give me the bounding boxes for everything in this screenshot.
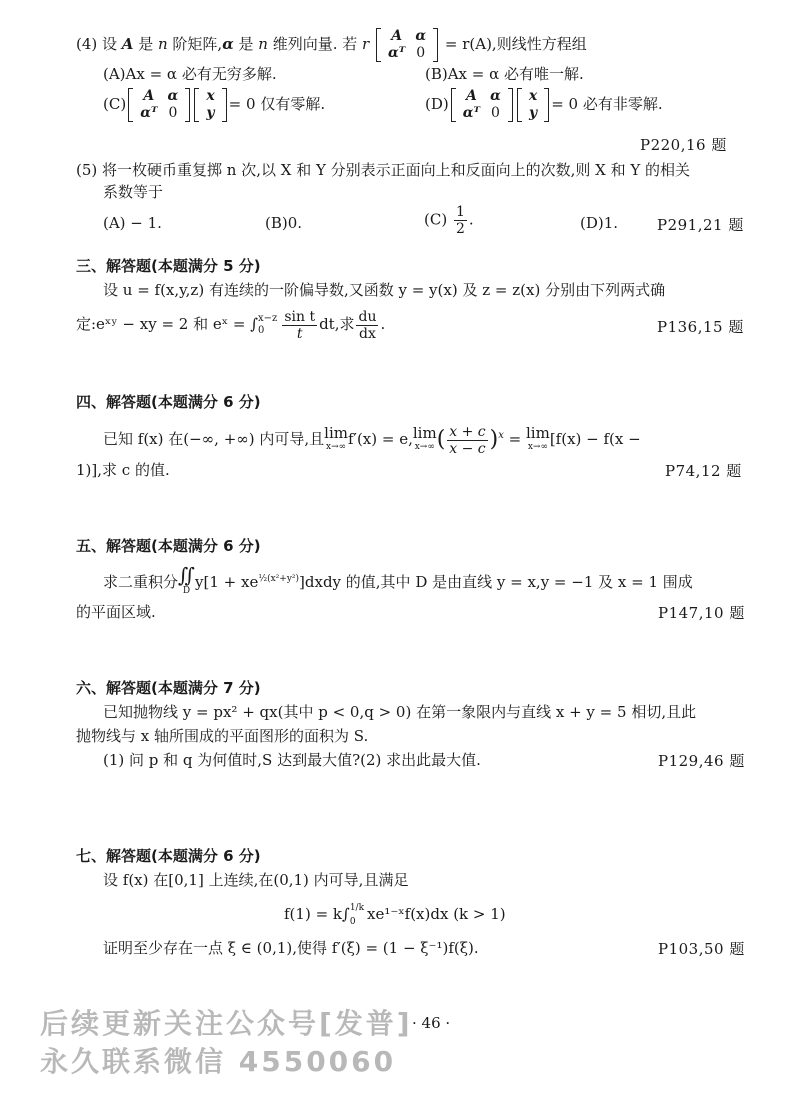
section-6-heading: 六、解答题(本题满分 7 分)	[76, 679, 261, 697]
q4-reference: P220,16 题	[640, 136, 727, 154]
matrix-cell: α	[415, 28, 427, 44]
section-5-line1	[103, 562, 693, 599]
section-4-reference: P74,12 题	[665, 462, 742, 480]
option-text: = 0 必有非零解.	[551, 95, 663, 113]
page-number: · 46 ·	[412, 1014, 451, 1032]
q4-stem-text: 是	[233, 35, 259, 53]
fraction-denominator: 2	[455, 221, 465, 237]
q4-stem-text: (4) 设	[76, 35, 122, 53]
q5-line1: (5) 将一枚硬币重复掷 n 次,以 X 和 Y 分别表示正面向上和反面向上的次数,则 X 和 Y 的相关	[76, 161, 691, 179]
section-6-reference: P129,46 题	[658, 752, 745, 770]
q5-option-b: (B)0.	[265, 214, 303, 232]
section-6-line2: 抛物线与 x 轴所围成的平面图形的面积为 S.	[76, 727, 369, 745]
q4-stem-text: α	[222, 35, 234, 53]
matrix-cell: A	[143, 88, 155, 104]
vector-cell: y	[206, 105, 215, 121]
equation-text: xe¹⁻ˣf(x)dx (k > 1)	[367, 905, 506, 923]
matrix-cell: α	[490, 88, 501, 104]
section-3-line2	[76, 306, 385, 342]
integral-limits	[258, 313, 277, 337]
matrix-cell: αᵀ	[388, 45, 406, 61]
q4-stem-text: 是	[133, 35, 158, 53]
block-matrix	[451, 88, 513, 122]
q5-option-a: (A) − 1.	[103, 214, 162, 232]
q4-stem-text: r	[362, 35, 370, 53]
section-3-heading: 三、解答题(本题满分 5 分)	[76, 257, 261, 275]
q5-option-c	[424, 204, 474, 237]
section-4-heading: 四、解答题(本题满分 6 分)	[76, 393, 261, 411]
limit	[526, 426, 550, 454]
exponent: ½(x²+y²)	[258, 574, 300, 584]
option-label: (D)	[425, 95, 449, 113]
vector-cell: y	[528, 105, 538, 121]
equation-text: 已知 f(x) 在(−∞, +∞) 内可导,且	[103, 430, 325, 448]
matrix-cell: 0	[491, 105, 500, 121]
fraction-numerator: du	[358, 308, 377, 325]
double-integral	[178, 563, 196, 599]
limit-operator: lim	[324, 424, 348, 442]
block-matrix	[128, 88, 190, 122]
limit-subscript: x→∞	[527, 442, 548, 452]
matrix-cell: α	[167, 88, 179, 104]
q4-option-b: (B)Ax = α 必有唯一解.	[425, 65, 584, 83]
integral-limits	[350, 901, 364, 929]
equation-text: y[1 + xe	[195, 573, 259, 591]
limit-subscript: x→∞	[414, 442, 435, 452]
integral-lower-limit: 0	[349, 917, 356, 927]
column-vector	[194, 88, 226, 122]
watermark-line2: 永久联系微信 4550060	[40, 1045, 397, 1078]
matrix-cell: A	[465, 88, 477, 104]
section-7-reference: P103,50 题	[658, 940, 745, 958]
block-matrix	[376, 28, 438, 62]
q4-stem-text: A	[121, 35, 134, 53]
section-7-line1: 设 f(x) 在[0,1] 上连续,在(0,1) 内可导,且满足	[103, 871, 409, 889]
section-5-line2: 的平面区域.	[76, 603, 156, 621]
matrix-cell: αᵀ	[462, 105, 481, 121]
section-7-equation	[284, 894, 506, 934]
fraction	[454, 204, 467, 237]
q4-stem-text: n	[258, 35, 268, 53]
equation-text: .	[380, 315, 386, 333]
integral-domain: D	[182, 586, 191, 596]
option-text: .	[468, 210, 474, 229]
option-text: = 0 仅有零解.	[228, 95, 326, 113]
paren-open: (	[436, 427, 446, 452]
fraction-denominator: dx	[359, 325, 376, 342]
equation-text: [f(x) − f(x −	[549, 430, 641, 448]
limit-subscript: x→∞	[326, 442, 347, 452]
q4-stem-text: 维列向量. 若	[267, 35, 363, 53]
vector-cell: x	[206, 88, 215, 104]
equation-text: f′(x) = e,	[347, 430, 413, 448]
section-4-line1	[103, 418, 641, 458]
q4-option-c	[103, 84, 325, 124]
q4-stem	[76, 24, 587, 64]
section-6-line1: 已知抛物线 y = px² + qx(其中 p < 0,q > 0) 在第一象限内与直线 x + y = 5 相切,且此	[103, 703, 697, 721]
exponent: x	[498, 430, 504, 441]
integral-upper-limit: 1/k	[349, 903, 365, 913]
option-label: (C)	[103, 95, 127, 113]
matrix-cell: 0	[168, 105, 178, 121]
q4-stem-text: n	[157, 35, 168, 53]
column-vector	[517, 88, 549, 122]
section-6-line3: (1) 问 p 和 q 为何值时,S 达到最大值?(2) 求出此最大值.	[103, 751, 481, 769]
fraction	[282, 309, 317, 342]
fraction-denominator: t	[296, 325, 303, 342]
q5-line2: 系数等于	[103, 183, 164, 201]
section-3-line1: 设 u = f(x,y,z) 有连续的一阶偏导数,又函数 y = y(x) 及 z = z(x) 分别由下列两式确	[103, 281, 666, 299]
fraction-numerator: sin t	[284, 308, 316, 325]
vector-cell: x	[528, 88, 538, 104]
option-label: (C)	[424, 210, 452, 229]
equation-text: =	[503, 430, 526, 448]
section-3-reference: P136,15 题	[657, 318, 744, 336]
equation-text: ]dxdy 的值,其中 D 是由直线 y = x,y = −1 及 x = 1 围成	[299, 573, 693, 591]
q4-stem-text: = r(A),则线性方程组	[440, 35, 587, 53]
section-4-line2: 1)],求 c 的值.	[76, 461, 170, 479]
equation-text: 求二重积分	[103, 573, 179, 591]
fraction-numerator: x + c	[449, 423, 486, 440]
paren-close: )	[489, 427, 499, 452]
matrix-cell: αᵀ	[140, 105, 158, 121]
fraction	[356, 309, 378, 342]
q5-option-d: (D)1.	[580, 214, 619, 232]
limit	[413, 426, 437, 454]
fraction	[447, 424, 487, 457]
section-7-line3: 证明至少存在一点 ξ ∈ (0,1),使得 f′(ξ) = (1 − ξ⁻¹)f(ξ).	[103, 939, 479, 957]
equation-text: 定:eˣʸ − xy = 2 和 eˣ = ∫	[76, 315, 259, 333]
equation-text: f(1) = k∫	[284, 905, 350, 923]
q4-option-a: (A)Ax = α 必有无穷多解.	[103, 65, 277, 83]
watermark-line1: 后续更新关注公众号[发普]	[40, 1007, 413, 1040]
fraction-numerator: 1	[455, 204, 465, 220]
q5-reference: P291,21 题	[657, 216, 744, 234]
fraction-denominator: x − c	[449, 440, 486, 457]
q4-stem-text: 阶矩阵,	[167, 35, 223, 53]
integral-lower-limit: 0	[258, 325, 265, 336]
matrix-cell: 0	[416, 45, 426, 61]
limit	[324, 426, 348, 454]
integral-upper-limit: x−z	[258, 313, 278, 324]
limit-operator: lim	[412, 424, 437, 442]
section-5-heading: 五、解答题(本题满分 6 分)	[76, 537, 261, 555]
equation-text: dt,求	[319, 315, 355, 333]
matrix-cell: A	[391, 28, 403, 44]
section-7-heading: 七、解答题(本题满分 6 分)	[76, 847, 261, 865]
integral-sign: ∬	[178, 563, 196, 587]
limit-operator: lim	[526, 424, 550, 442]
section-5-reference: P147,10 题	[658, 604, 745, 622]
q4-option-d	[425, 84, 663, 124]
